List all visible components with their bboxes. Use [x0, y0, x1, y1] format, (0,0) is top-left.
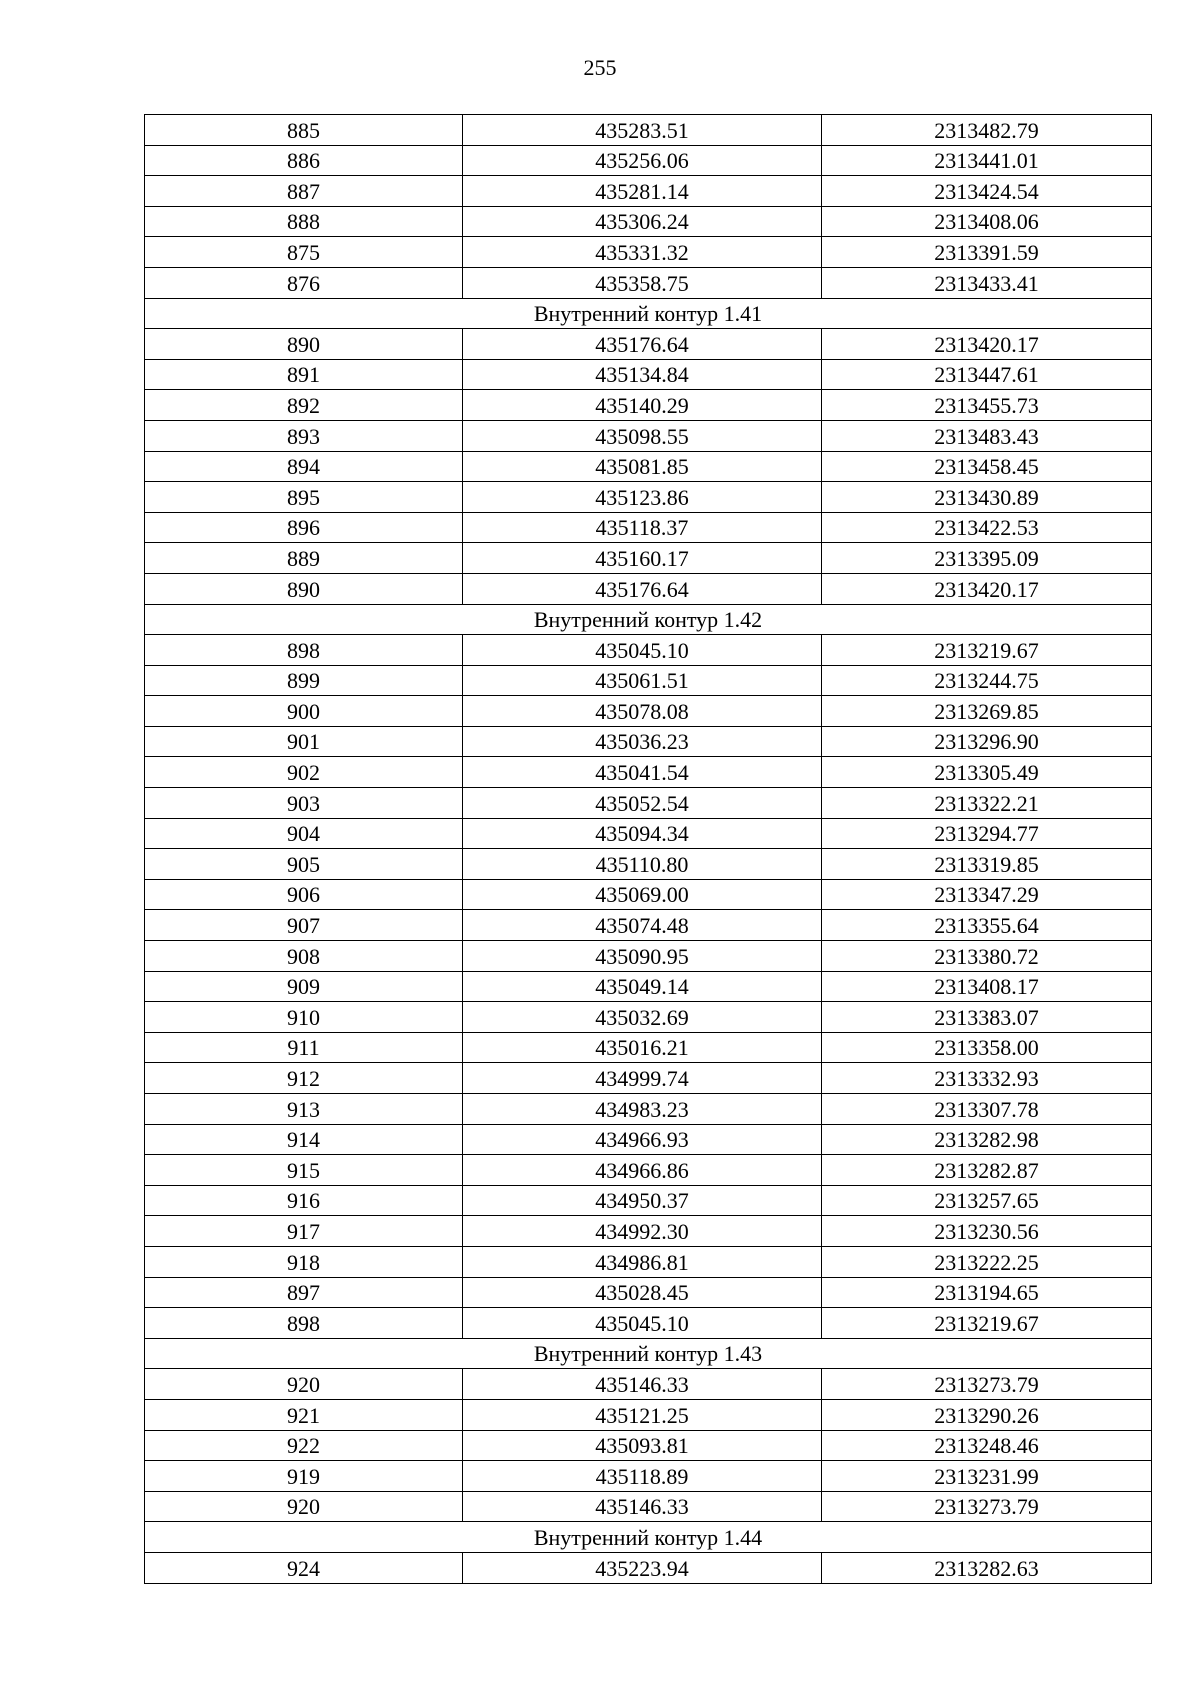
x-coordinate-cell: 435110.80 — [463, 849, 822, 880]
point-number-cell: 922 — [145, 1430, 463, 1461]
table-row — [145, 941, 1152, 972]
x-coordinate-cell: 435160.17 — [463, 543, 822, 574]
table-row — [145, 1308, 1152, 1339]
table-row — [145, 543, 1152, 574]
table-row — [145, 390, 1152, 421]
point-number-cell: 896 — [145, 512, 463, 543]
point-number-cell: 902 — [145, 757, 463, 788]
y-coordinate-cell: 2313257.65 — [822, 1185, 1152, 1216]
y-coordinate-cell: 2313458.45 — [822, 451, 1152, 482]
x-coordinate-cell: 434992.30 — [463, 1216, 822, 1247]
x-coordinate-cell: 435098.55 — [463, 420, 822, 451]
x-coordinate-cell: 435283.51 — [463, 115, 822, 146]
x-coordinate-cell: 435331.32 — [463, 237, 822, 268]
table-row — [145, 1369, 1152, 1400]
x-coordinate-cell: 435134.84 — [463, 359, 822, 390]
y-coordinate-cell: 2313230.56 — [822, 1216, 1152, 1247]
x-coordinate-cell: 434966.93 — [463, 1124, 822, 1155]
y-coordinate-cell: 2313294.77 — [822, 818, 1152, 849]
point-number-cell: 876 — [145, 267, 463, 298]
point-number-cell: 916 — [145, 1185, 463, 1216]
point-number-cell: 889 — [145, 543, 463, 574]
table-row — [145, 1461, 1152, 1492]
y-coordinate-cell: 2313422.53 — [822, 512, 1152, 543]
contour-section-label: Внутренний контур 1.42 — [145, 604, 1152, 635]
table-row — [145, 1277, 1152, 1308]
point-number-cell: 898 — [145, 1308, 463, 1339]
table-row — [145, 451, 1152, 482]
x-coordinate-cell: 435041.54 — [463, 757, 822, 788]
x-coordinate-cell: 435093.81 — [463, 1430, 822, 1461]
table-row — [145, 115, 1152, 146]
point-number-cell: 906 — [145, 879, 463, 910]
contour-section-row — [145, 1338, 1152, 1369]
x-coordinate-cell: 435118.37 — [463, 512, 822, 543]
x-coordinate-cell: 435121.25 — [463, 1399, 822, 1430]
y-coordinate-cell: 2313395.09 — [822, 543, 1152, 574]
table-row — [145, 1491, 1152, 1522]
x-coordinate-cell: 435061.51 — [463, 665, 822, 696]
point-number-cell: 910 — [145, 1002, 463, 1033]
y-coordinate-cell: 2313269.85 — [822, 696, 1152, 727]
y-coordinate-cell: 2313248.46 — [822, 1430, 1152, 1461]
point-number-cell: 915 — [145, 1155, 463, 1186]
y-coordinate-cell: 2313222.25 — [822, 1246, 1152, 1277]
table-row — [145, 696, 1152, 727]
y-coordinate-cell: 2313455.73 — [822, 390, 1152, 421]
table-row — [145, 849, 1152, 880]
table-row — [145, 757, 1152, 788]
y-coordinate-cell: 2313424.54 — [822, 176, 1152, 207]
table-row — [145, 420, 1152, 451]
point-number-cell: 907 — [145, 910, 463, 941]
x-coordinate-cell: 435123.86 — [463, 482, 822, 513]
y-coordinate-cell: 2313430.89 — [822, 482, 1152, 513]
point-number-cell: 921 — [145, 1399, 463, 1430]
point-number-cell: 891 — [145, 359, 463, 390]
y-coordinate-cell: 2313408.17 — [822, 971, 1152, 1002]
x-coordinate-cell: 435281.14 — [463, 176, 822, 207]
x-coordinate-cell: 435045.10 — [463, 635, 822, 666]
x-coordinate-cell: 434950.37 — [463, 1185, 822, 1216]
x-coordinate-cell: 435052.54 — [463, 788, 822, 819]
point-number-cell: 895 — [145, 482, 463, 513]
point-number-cell: 890 — [145, 329, 463, 360]
table-row — [145, 267, 1152, 298]
x-coordinate-cell: 434986.81 — [463, 1246, 822, 1277]
y-coordinate-cell: 2313483.43 — [822, 420, 1152, 451]
table-row — [145, 482, 1152, 513]
x-coordinate-cell: 434966.86 — [463, 1155, 822, 1186]
y-coordinate-cell: 2313319.85 — [822, 849, 1152, 880]
coordinates-table-body — [145, 115, 1152, 1584]
y-coordinate-cell: 2313273.79 — [822, 1491, 1152, 1522]
table-row — [145, 1002, 1152, 1033]
table-row — [145, 1399, 1152, 1430]
y-coordinate-cell: 2313408.06 — [822, 206, 1152, 237]
x-coordinate-cell: 435032.69 — [463, 1002, 822, 1033]
x-coordinate-cell: 435146.33 — [463, 1491, 822, 1522]
y-coordinate-cell: 2313391.59 — [822, 237, 1152, 268]
y-coordinate-cell: 2313383.07 — [822, 1002, 1152, 1033]
table-row — [145, 635, 1152, 666]
point-number-cell: 908 — [145, 941, 463, 972]
x-coordinate-cell: 435078.08 — [463, 696, 822, 727]
x-coordinate-cell: 435045.10 — [463, 1308, 822, 1339]
y-coordinate-cell: 2313420.17 — [822, 329, 1152, 360]
table-row — [145, 1216, 1152, 1247]
x-coordinate-cell: 434983.23 — [463, 1094, 822, 1125]
x-coordinate-cell: 435081.85 — [463, 451, 822, 482]
page-number: 255 — [583, 55, 617, 80]
table-row — [145, 329, 1152, 360]
table-row — [145, 206, 1152, 237]
point-number-cell: 897 — [145, 1277, 463, 1308]
y-coordinate-cell: 2313305.49 — [822, 757, 1152, 788]
y-coordinate-cell: 2313244.75 — [822, 665, 1152, 696]
table-row — [145, 879, 1152, 910]
table-row — [145, 971, 1152, 1002]
table-row — [145, 1124, 1152, 1155]
point-number-cell: 920 — [145, 1491, 463, 1522]
table-row — [145, 176, 1152, 207]
x-coordinate-cell: 434999.74 — [463, 1063, 822, 1094]
table-row — [145, 1246, 1152, 1277]
table-row — [145, 726, 1152, 757]
y-coordinate-cell: 2313420.17 — [822, 573, 1152, 604]
x-coordinate-cell: 435094.34 — [463, 818, 822, 849]
x-coordinate-cell: 435049.14 — [463, 971, 822, 1002]
y-coordinate-cell: 2313447.61 — [822, 359, 1152, 390]
point-number-cell: 903 — [145, 788, 463, 819]
point-number-cell: 919 — [145, 1461, 463, 1492]
point-number-cell: 909 — [145, 971, 463, 1002]
x-coordinate-cell: 435090.95 — [463, 941, 822, 972]
y-coordinate-cell: 2313282.87 — [822, 1155, 1152, 1186]
table-row — [145, 237, 1152, 268]
y-coordinate-cell: 2313355.64 — [822, 910, 1152, 941]
y-coordinate-cell: 2313482.79 — [822, 115, 1152, 146]
y-coordinate-cell: 2313194.65 — [822, 1277, 1152, 1308]
y-coordinate-cell: 2313433.41 — [822, 267, 1152, 298]
coordinates-table — [144, 114, 1152, 1584]
y-coordinate-cell: 2313273.79 — [822, 1369, 1152, 1400]
contour-section-row — [145, 604, 1152, 635]
point-number-cell: 914 — [145, 1124, 463, 1155]
point-number-cell: 911 — [145, 1032, 463, 1063]
contour-section-label: Внутренний контур 1.44 — [145, 1522, 1152, 1553]
y-coordinate-cell: 2313380.72 — [822, 941, 1152, 972]
point-number-cell: 899 — [145, 665, 463, 696]
point-number-cell: 886 — [145, 145, 463, 176]
y-coordinate-cell: 2313219.67 — [822, 1308, 1152, 1339]
contour-section-row — [145, 1522, 1152, 1553]
table-row — [145, 788, 1152, 819]
y-coordinate-cell: 2313307.78 — [822, 1094, 1152, 1125]
point-number-cell: 885 — [145, 115, 463, 146]
point-number-cell: 892 — [145, 390, 463, 421]
point-number-cell: 917 — [145, 1216, 463, 1247]
y-coordinate-cell: 2313358.00 — [822, 1032, 1152, 1063]
x-coordinate-cell: 435256.06 — [463, 145, 822, 176]
table-row — [145, 512, 1152, 543]
point-number-cell: 875 — [145, 237, 463, 268]
x-coordinate-cell: 435036.23 — [463, 726, 822, 757]
y-coordinate-cell: 2313296.90 — [822, 726, 1152, 757]
x-coordinate-cell: 435223.94 — [463, 1552, 822, 1583]
x-coordinate-cell: 435069.00 — [463, 879, 822, 910]
point-number-cell: 898 — [145, 635, 463, 666]
x-coordinate-cell: 435074.48 — [463, 910, 822, 941]
y-coordinate-cell: 2313282.98 — [822, 1124, 1152, 1155]
table-row — [145, 818, 1152, 849]
y-coordinate-cell: 2313322.21 — [822, 788, 1152, 819]
point-number-cell: 901 — [145, 726, 463, 757]
table-row — [145, 1552, 1152, 1583]
y-coordinate-cell: 2313441.01 — [822, 145, 1152, 176]
point-number-cell: 924 — [145, 1552, 463, 1583]
x-coordinate-cell: 435176.64 — [463, 329, 822, 360]
table-row — [145, 573, 1152, 604]
contour-section-label: Внутренний контур 1.41 — [145, 298, 1152, 329]
table-row — [145, 910, 1152, 941]
point-number-cell: 900 — [145, 696, 463, 727]
y-coordinate-cell: 2313332.93 — [822, 1063, 1152, 1094]
x-coordinate-cell: 435306.24 — [463, 206, 822, 237]
table-row — [145, 1063, 1152, 1094]
table-row — [145, 1430, 1152, 1461]
x-coordinate-cell: 435358.75 — [463, 267, 822, 298]
table-row — [145, 1155, 1152, 1186]
x-coordinate-cell: 435176.64 — [463, 573, 822, 604]
point-number-cell: 890 — [145, 573, 463, 604]
x-coordinate-cell: 435016.21 — [463, 1032, 822, 1063]
y-coordinate-cell: 2313219.67 — [822, 635, 1152, 666]
point-number-cell: 913 — [145, 1094, 463, 1125]
point-number-cell: 893 — [145, 420, 463, 451]
table-row — [145, 145, 1152, 176]
x-coordinate-cell: 435028.45 — [463, 1277, 822, 1308]
table-row — [145, 1094, 1152, 1125]
y-coordinate-cell: 2313282.63 — [822, 1552, 1152, 1583]
y-coordinate-cell: 2313347.29 — [822, 879, 1152, 910]
table-row — [145, 1032, 1152, 1063]
table-row — [145, 359, 1152, 390]
y-coordinate-cell: 2313290.26 — [822, 1399, 1152, 1430]
x-coordinate-cell: 435140.29 — [463, 390, 822, 421]
table-row — [145, 1185, 1152, 1216]
point-number-cell: 894 — [145, 451, 463, 482]
point-number-cell: 912 — [145, 1063, 463, 1094]
contour-section-row — [145, 298, 1152, 329]
point-number-cell: 887 — [145, 176, 463, 207]
x-coordinate-cell: 435118.89 — [463, 1461, 822, 1492]
y-coordinate-cell: 2313231.99 — [822, 1461, 1152, 1492]
contour-section-label: Внутренний контур 1.43 — [145, 1338, 1152, 1369]
point-number-cell: 918 — [145, 1246, 463, 1277]
point-number-cell: 904 — [145, 818, 463, 849]
table-row — [145, 665, 1152, 696]
x-coordinate-cell: 435146.33 — [463, 1369, 822, 1400]
point-number-cell: 905 — [145, 849, 463, 880]
point-number-cell: 920 — [145, 1369, 463, 1400]
point-number-cell: 888 — [145, 206, 463, 237]
